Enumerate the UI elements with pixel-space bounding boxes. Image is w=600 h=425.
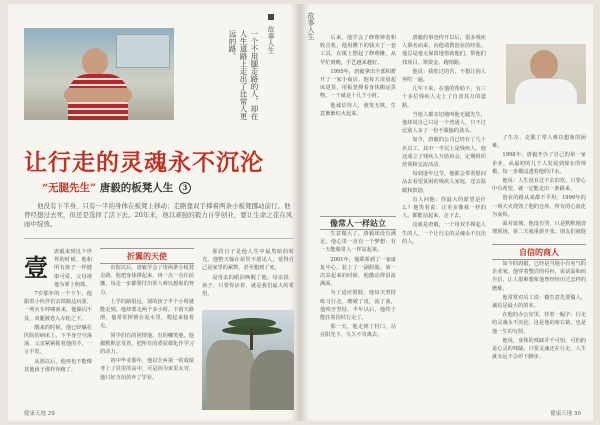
photo-subject-head [82, 48, 108, 76]
portrait-photo [506, 44, 586, 104]
text-column-1 [320, 34, 396, 214]
section-mark-icon [268, 14, 274, 20]
text-column-1b [320, 230, 396, 406]
section-tag: 故事人生 [307, 12, 315, 40]
paragraph: 是母亲的眼泪唤醒了他。母亲说：孩子，只要你活着，就是我们最大的希望。 [202, 274, 294, 298]
paragraph: 如今的唐毅，已经是当地小有名气的企业家。他穿着整洁的衬衫，说话温和而自信，让人很难想象他曾经经历过怎样的磨难。 [492, 261, 586, 292]
paragraph: 创业的路从来都不平坦。1999年的一场大火烧毁了他的仓库，所有的心血化为灰烬。 [492, 195, 586, 218]
paragraph: 同学们有的同情他，有的嘲笑他，他都默默忍受着，把所有的委屈都化作学习的动力。 [100, 332, 194, 356]
section-heading: 折翼的天使 [100, 248, 194, 264]
paragraph: 那一天，他走到了村口，站在阳光下，久久不肯离去。 [320, 324, 396, 339]
text-column-1 [24, 248, 92, 410]
paragraph: 每到逢年过节，他都会带着慰问品去看望贫困的残疾人家庭，送去温暖和鼓励。 [402, 171, 486, 194]
photo-rock [206, 340, 256, 410]
article-title: 让行走的灵魂永不沉沦 [24, 149, 264, 176]
text-column-2 [402, 34, 486, 404]
paragraph: 在他的办公室里，挂着一幅字：行走的灵魂永不沉沦。这是他的座右铭，也是他一生的写照。 [492, 312, 586, 335]
paragraph: 初中毕业那年，他以全乡第一的成绩考上了县里的高中，可是因为家里太穷，他只好含泪放弃了学业。 [100, 358, 194, 381]
section-tag-label: 故事人生 [267, 25, 275, 54]
mountain-pine-photo [202, 310, 294, 410]
paragraph: 他说：人生没有过不去的坎，只要心中有希望，就一定能走出一条路来。 [492, 178, 586, 193]
section-heading: 自信的商人 [492, 244, 586, 260]
photo-subject-head [530, 50, 558, 80]
paragraph: 当地人都亲切地叫他无腿先生，他却说自己只是一个普通人，只不过比别人多了一份不服输的劲头。 [402, 111, 486, 135]
paragraph: 如今，唐毅的公司已经有了几十名员工，其中一半以上是残疾人。他还成立了残疾人互助协会，定期组织培训和交流活动。 [402, 137, 486, 169]
left-page [8, 4, 298, 421]
paragraph: 了生存，克服了常人难以想象的困难。 [492, 135, 586, 150]
photo-subject-arms [64, 88, 132, 102]
paragraph: 1998年，唐毅开办了自己的第一家企业，从最初的几个人发展到现在的规模，每一步都浸透着他的汗水。 [492, 152, 586, 175]
page-folio: 健康天地 30 [550, 411, 581, 417]
subtitle-nickname: “无腿先生” [42, 182, 97, 194]
text-column-3 [492, 134, 586, 236]
paragraph: 他诚信待人，童叟无欺，生意渐渐红火起来。 [320, 102, 396, 117]
paragraph: 生意做大了，唐毅却没有满足。他心里一直有一个梦想：有一天能像常人一样站起来。 [320, 231, 396, 254]
paragraph: 他说，身体的残缺并不可怕，可怕的是心灵的残缺。只要灵魂还在行走，人生就永远不会停下脚步。 [492, 337, 586, 361]
photo-pine-trunk [250, 328, 253, 350]
paragraph: 他常常对员工说：做生意先要做人，诚信是最大的资本。 [492, 294, 586, 310]
page-folio: 健康天地 29 [24, 411, 55, 417]
photo-background-sign [116, 34, 170, 68]
photo-rock [250, 350, 294, 410]
paragraph: 2001年，他联系到了一家康复中心，装上了一副假肢。第一次站起来的时候，他激动得泪流满面。 [320, 256, 396, 288]
paragraph: 从那以后，他再也不能像其他孩子那样奔跑了。 [24, 358, 92, 373]
section-tag [266, 14, 276, 53]
text-column-3c [492, 260, 586, 408]
article-lead: 他没有下半身，只有一半的身体在板凳上移动；走路靠双手撑着两条小板凳挪动前行。他曾经想过去死，但还是选择了活下去。20年来，他以顽强的毅力自学创业，要让生命之花在风雨中绽放。 [24, 202, 293, 228]
paragraph: 7岁那年的一个下午，他跟着小伙伴们去铁路边玩耍，一列火车呼啸而来，他躲闪不及，双腿被卷入车轮之下。 [24, 291, 92, 322]
text-column-2 [100, 264, 194, 410]
paragraph: 唐毅来到这个世界的时候，他和所有孩子一样健康可爱，父母视他为掌上明珠。 [54, 249, 92, 288]
paragraph: 后来，他学会了修理钟表和收音机。他用攒下的钱买了一套工具，在镇上摆起了修理摊，从早忙到晚，手艺越来越好。 [320, 35, 396, 66]
hero-photo [24, 28, 174, 120]
paragraph: 出院以后，唐毅学会了用两条小板凳走路。他把身体撑起来，再一点一点往前挪，每走一步都要付出常人难以想象的努力。 [100, 265, 194, 296]
subtitle-circled-number: 3 [179, 182, 191, 194]
photo-subject-shirt [514, 78, 578, 104]
paragraph: 这就是唐毅，一个用双手撑起人生的人，一个让行走的灵魂永不沉沦的人。 [402, 222, 486, 245]
text-column-3 [202, 248, 294, 308]
paragraph: 1995年，唐毅拿出全部积蓄开了一家小商店。他每天凌晨起床进货，用板凳撑着身体搬运货物，一干就是十几个小时。 [320, 68, 396, 100]
paragraph: 面对废墟，他没有哭，只是默默地清理现场，第二天就重新开张。朋友们被他 [492, 221, 586, 236]
section-heading: 像常人一样站立 [320, 216, 396, 230]
paragraph: 上学的路很远，别的孩子半个小时就能走到，他却要走两个多小时。下雨天路滑，他常常摔倒在泥水里，爬起来接着走。 [100, 298, 194, 330]
paragraph: 那段日子是他人生中最黑暗的时光。他整天躲在屋里不愿见人，觉得自己是家里的累赘，甚至想到了死。 [202, 249, 294, 272]
divider [24, 238, 294, 239]
paragraph: 几年下来，在他的帮助下，有三十多位残疾人走上了自食其力的道路。 [402, 86, 486, 109]
paragraph: 他说：我吃过的苦，不想让别人再吃一遍。 [402, 68, 486, 84]
subtitle-text: 唐毅的板凳人生 [99, 182, 174, 194]
chapter-numeral: 壹 [24, 253, 48, 282]
paragraph: 为了适应假肢，他每天坚持练习行走，磨破了皮，流了血，他咬牙坚持。半年以后，他终于能拄着拐杖行走了。 [320, 290, 396, 322]
hero-quote: 一个不用腿走路的人，却在人生道路上走出了比常人更远的路。 [228, 30, 259, 120]
paragraph: 有人问他：你最大的愿望是什么？他笑着说：让更多像我一样的人，都能站起来，走下去。 [402, 196, 486, 220]
paragraph: 唐毅的事迹传开以后，很多残疾人慕名而来，向他请教创业的经验。他总是毫无保留地帮助他们，帮他们找项目、筹资金、跑销路。 [402, 35, 486, 66]
right-page [302, 4, 593, 421]
article-subtitle [42, 180, 282, 195]
paragraph: 醒来的时候，他已经躺在医院的病床上，下半身空空荡荡，父亲紧紧握着他的手，一言不发。 [24, 324, 92, 356]
